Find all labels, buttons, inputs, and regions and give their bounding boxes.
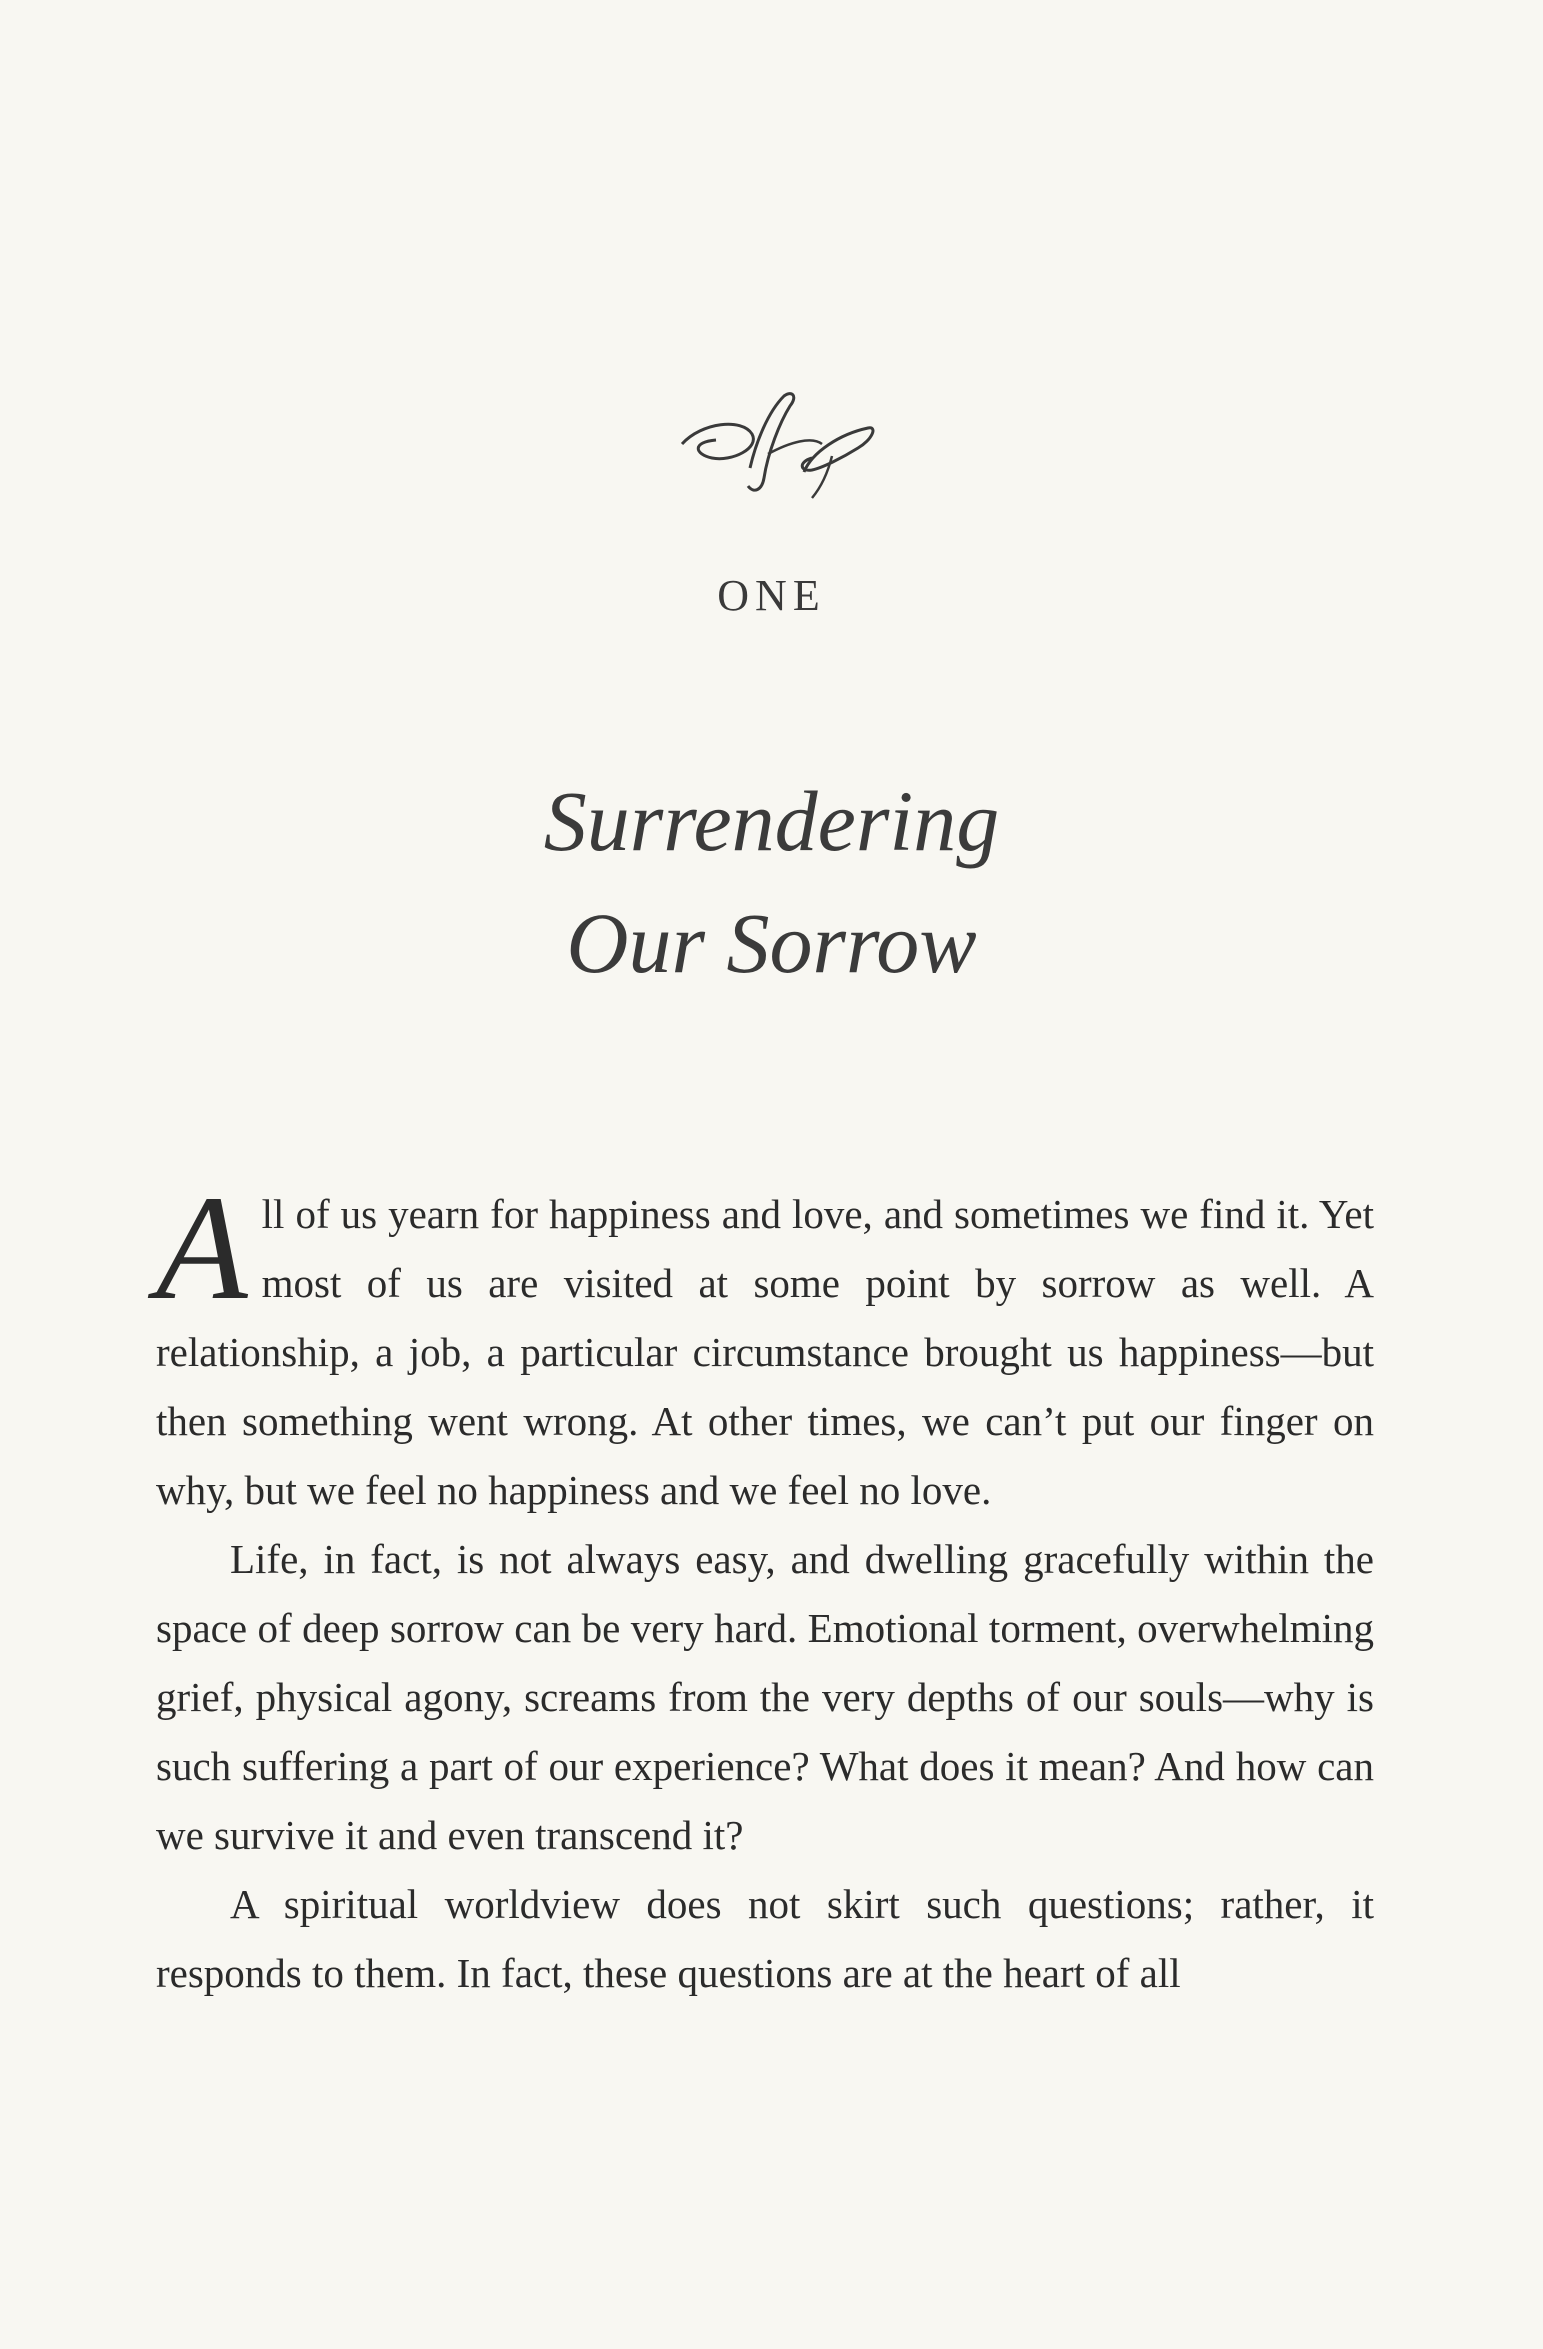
- chapter-title-line-1: Surrendering: [543, 773, 1000, 869]
- chapter-number: ONE: [717, 571, 826, 620]
- paragraph-3: A spiritual worldview does not skirt such questions; rather, it responds to them. In fact, these questions are at the heart of all: [156, 1881, 1374, 1996]
- paragraph-1-text: ll of us yearn for happiness and love, and sometimes we find it. Yet most of us are visited at some point by sorrow as well. A relationship, a job, a particular circumstance brought us happiness—but then something went wrong. At other times, we can’t put our finger on why, but we feel no happiness and we feel no love.: [156, 1191, 1374, 1513]
- paragraph-1: [156, 1165, 1374, 1525]
- chapter-title: [0, 760, 1543, 1004]
- paragraph-2: Life, in fact, is not always easy, and dwelling gracefully within the space of deep sorrow can be very hard. Emotional torment, overwhelming grief, physical agony, screams from the very depths of our souls—why is such suffering a part of our experience? What does it mean? And how can we survive it and even transcend it?: [156, 1536, 1374, 1858]
- flourish-ornament-icon: [672, 382, 882, 502]
- chapter-body-text: [156, 1165, 1374, 2008]
- chapter-title-line-2: Our Sorrow: [566, 895, 977, 991]
- drop-cap: A: [156, 1165, 248, 1331]
